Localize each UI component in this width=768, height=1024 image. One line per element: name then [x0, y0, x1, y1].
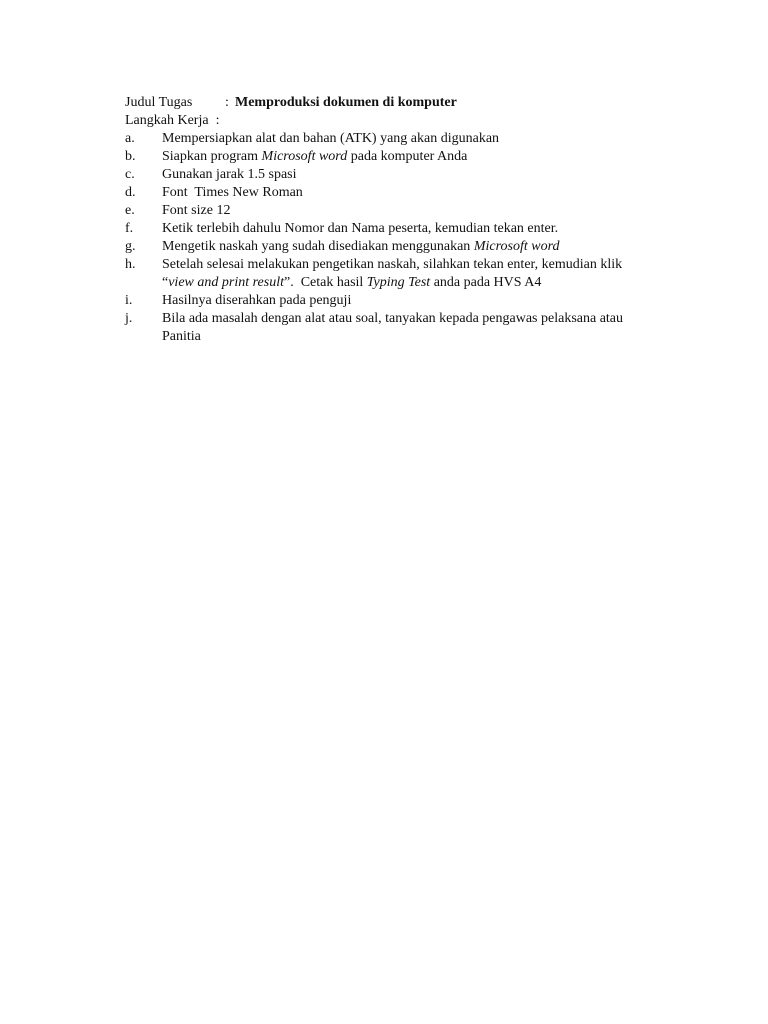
steps-heading-row [125, 112, 665, 130]
step-text [162, 184, 665, 202]
step-letter: f. [125, 221, 134, 236]
step-item-f [125, 220, 665, 238]
step-item-e [125, 202, 665, 220]
step-text [162, 292, 665, 310]
step-text [162, 220, 665, 238]
step-text-part: Ketik terlebih dahulu Nomor dan Nama peserta, kemudian tekan enter. [162, 221, 559, 236]
task-title-colon: : [225, 95, 229, 110]
step-text-italic: Microsoft word [473, 239, 560, 254]
step-text-line [162, 274, 665, 292]
step-text-line [162, 256, 665, 274]
step-text [162, 202, 665, 220]
step-item-j [125, 310, 665, 346]
step-text-part: anda pada HVS A4 [430, 275, 542, 290]
step-text-part: pada komputer Anda [347, 149, 468, 164]
step-item-b [125, 148, 665, 166]
step-item-h [125, 256, 665, 292]
step-item-d [125, 184, 665, 202]
step-letter: a. [125, 131, 135, 146]
step-item-i [125, 292, 665, 310]
step-text-part: Panitia [162, 329, 201, 344]
step-letter: b. [125, 149, 136, 164]
step-text [162, 130, 665, 148]
step-text-italic: Typing Test [366, 275, 431, 290]
step-text-part: Font size 12 [162, 203, 231, 218]
step-text-part: Siapkan program [162, 149, 262, 164]
step-text [162, 166, 665, 184]
step-letter: j. [125, 311, 133, 326]
step-text-line [162, 310, 665, 328]
steps-heading-colon: : [215, 113, 220, 128]
step-text-part: Gunakan jarak 1.5 spasi [162, 167, 297, 182]
step-item-g [125, 238, 665, 256]
step-text-part: “ [162, 275, 169, 290]
step-text-part: ”. Cetak hasil [283, 275, 367, 290]
step-letter: i. [125, 293, 133, 308]
task-instructions [125, 94, 665, 346]
step-text-italic: view and print result [168, 275, 284, 290]
step-text-part: Mengetik naskah yang sudah disediakan menggunakan [162, 239, 474, 254]
step-text [162, 238, 665, 256]
step-letter: d. [125, 185, 136, 200]
step-letter: g. [125, 239, 136, 254]
step-text-part: Mempersiapkan alat dan bahan (ATK) yang akan digunakan [162, 131, 500, 146]
step-letter: e. [125, 203, 135, 218]
step-text [162, 148, 665, 166]
step-letter: c. [125, 167, 135, 182]
step-text-part: Bila ada masalah dengan alat atau soal, tanyakan kepada pengawas pelaksana atau [162, 311, 624, 326]
task-title-row [125, 94, 665, 112]
step-item-a [125, 130, 665, 148]
step-text-part: Hasilnya diserahkan pada penguji [162, 293, 352, 308]
step-text [162, 310, 665, 346]
step-item-c [125, 166, 665, 184]
step-letter: h. [125, 257, 136, 272]
steps-heading-label: Langkah Kerja [125, 113, 209, 128]
step-text-part: Font Times New Roman [162, 185, 303, 200]
step-text-italic: Microsoft word [261, 149, 348, 164]
step-text [162, 256, 665, 292]
step-text-line [162, 328, 665, 346]
step-text-part: Setelah selesai melakukan pengetikan naskah, silahkan tekan enter, kemudian klik [162, 257, 623, 272]
task-title-value: Memproduksi dokumen di komputer [235, 95, 457, 110]
task-title-label: Judul Tugas [125, 95, 193, 110]
